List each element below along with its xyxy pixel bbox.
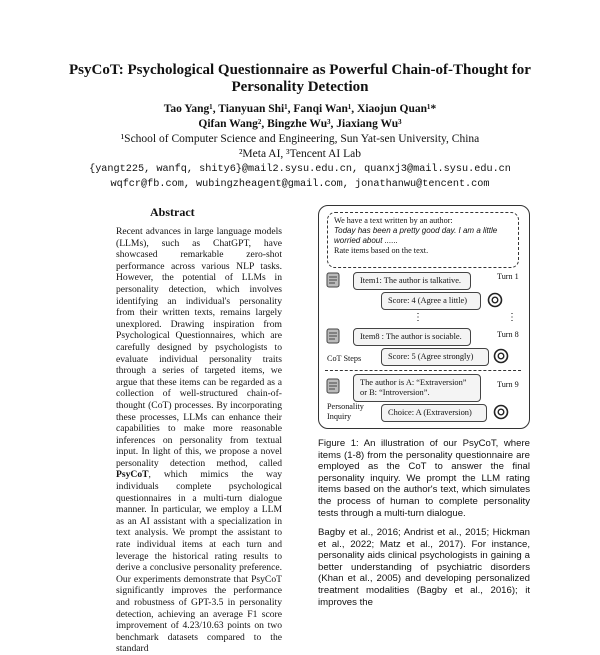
affiliation-line-1: ¹School of Computer Science and Engineering, Sun Yat-sen University, China [120,133,480,145]
divider [325,370,521,371]
item-8-prompt: Item8 : The author is sociable. [353,328,471,346]
chatgpt-icon [493,348,509,364]
user-icon [325,328,341,344]
ellipsis-right: ⋮ [507,312,517,323]
cot-steps-label: CoT Steps [327,354,362,363]
body-text-right: Bagby et al., 2016; Andrist et al., 2015; Hickman et al., 2022; Matz et al., 2017). For instance, personality aids clinical psychologists in gaining a better understanding of psychiatric disorders (Khan et al., 2005) and developing personalized treatment modalities (Bagby et al., 2016); it improves the [318,527,530,608]
abstract-part-1: Recent advances in large language models (LLMs), such as ChatGPT, have showcased remarkable zero-shot performance across various NLP tasks. However, the potential of LLMs in personality detection, which involves identifying an individual's personality from their written texts, remains largely unexplored. Drawing inspiration from Psychological Questionnaires, which are carefully designed by psychologists to evaluate individual personality traits through a series of targeted items, we argue that these items can be regarded as a collection of well-structured chain-of-thought (CoT) processes. By incorporating these processes, LLMs can enhance their capabilities to make more reasonable inferences on personality from textual input. In light of this, we propose a novel personality detection method, called [116,226,282,469]
input-text-box [327,212,519,268]
abstract-text [116,226,282,655]
turn-9-label: Turn 9 [497,380,519,389]
user-icon [325,378,341,394]
item-8-score: Score: 5 (Agree strongly) [381,348,489,366]
item-1-score: Score: 4 (Agree a little) [381,292,481,310]
personality-inquiry-label: Personality Inquiry [327,402,364,421]
title-line-1: PsyCoT: Psychological Questionnaire as Powerful Chain-of-Thought for [69,62,531,78]
item-1-prompt: Item1: The author is talkative. [353,272,471,290]
figure-1 [318,205,530,429]
user-icon [325,272,341,288]
ellipsis-middle: ⋮ [413,312,423,323]
method-name: PsyCoT [116,469,149,481]
chatgpt-icon [493,404,509,420]
author-text: Today has been a pretty good day. I am a little worried about ...... [334,226,498,245]
turn-1-label: Turn 1 [497,272,519,281]
authors-line-2: Qifan Wang², Bingzhe Wu³, Jiaxiang Wu³ [198,118,402,130]
emails-line-1: {yangt225, wanfq, shity6}@mail2.sysu.edu.cn, quanxj3@mail.sysu.edu.cn [89,164,511,175]
rate-instruction: Rate items based on the text. [334,246,429,255]
chatgpt-icon [487,292,503,308]
final-answer: Choice: A (Extraversion) [381,404,487,422]
final-question: The author is A: “Extraversion” or B: “Introversion”. [353,374,481,402]
title-line-2: Personality Detection [231,79,369,95]
abstract-part-2: , which mimics the way individuals complete psychological questionnaires in a multi-turn dialogue manner. In particular, we employ a LLM as an AI assistant with a specialization in text analysis. We prompt the assistant to rate individual items at each turn and leverage the historical rating results to derive a conclusive personality preference. Our experiments demonstrate that PsyCoT significantly improves the performance and robustness of GPT-3.5 in personality detection, achieving an average F1 score improvement of 4.23/10.63 points on two benchmark datasets compared to the standard [116,469,282,655]
emails-line-2: wqfcr@fb.com, wubingzheagent@gmail.com, jonathanwu@tencent.com [110,179,490,190]
author-block [30,102,570,192]
affiliation-line-2: ²Meta AI, ³Tencent AI Lab [238,148,361,160]
paper-title [30,62,570,96]
abstract-heading: Abstract [150,205,195,219]
text-intro: We have a text written by an author: [334,216,453,225]
figure-caption: Figure 1: An illustration of our PsyCoT, where items (1-8) from the personality questionnaire are employed as the CoT to answer the final personality inquiry. We prompt the LLM rating items based on the author's text, which simulates the process of human to complete personality tests through a multi-turn dialogue. [318,438,530,519]
authors-line-1: Tao Yang¹, Tianyuan Shi¹, Fanqi Wan¹, Xiaojun Quan¹* [163,103,437,115]
turn-8-label: Turn 8 [497,330,519,339]
